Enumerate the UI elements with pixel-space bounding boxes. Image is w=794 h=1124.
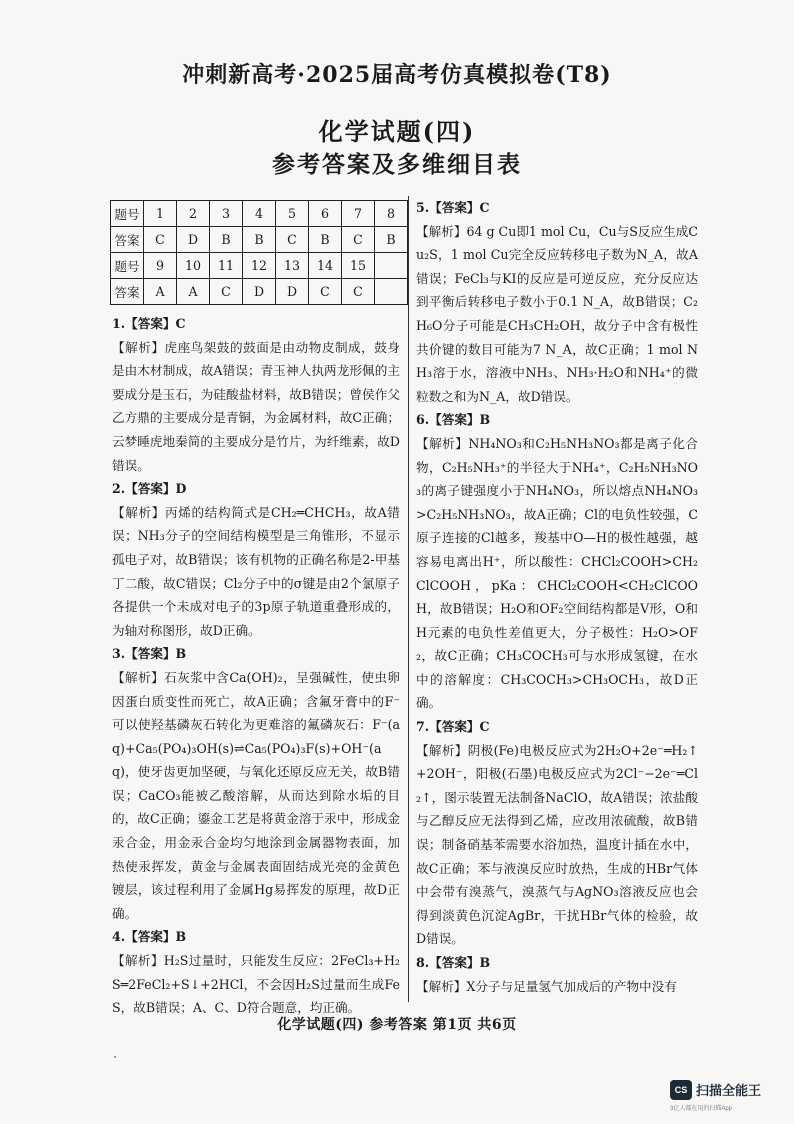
table-row (111, 201, 408, 227)
table-cell: C (342, 279, 375, 305)
table-cell: D (243, 279, 276, 305)
row-label: 答案 (111, 227, 144, 253)
table-cell: C (276, 227, 309, 253)
table-cell: 5 (276, 201, 309, 227)
table-cell: 15 (342, 253, 375, 279)
answer-label: 3.【答案】B (112, 646, 187, 662)
explanation: 【解析】丙烯的结构简式是CH₂═CHCH₃，故A错误；NH₃分子的空间结构模型是三角锥形，不显示孤电子对，故B错误；该有机物的正确名称是2-甲基丁二酸，故C错误；Cl₂分子中的σ键是由2个氯原子各提供一个未成对电子的3p原子轨道重叠形成的，为轴对称图形，故D正确。 (112, 504, 400, 638)
table-cell: 1 (144, 201, 177, 227)
table-cell: 8 (375, 201, 408, 227)
watermark-name: 扫描全能王 (696, 1083, 762, 1098)
table-cell: D (177, 227, 210, 253)
row-label: 题号 (111, 253, 144, 279)
answer-label: 5.【答案】C (416, 200, 490, 215)
table-cell: 7 (342, 201, 375, 227)
explanation: 【解析】X分子与足量氢气加成后的产物中没有 (416, 978, 677, 994)
answer-label: 4.【答案】B (112, 929, 187, 945)
table-cell: B (309, 227, 342, 253)
table-cell: C (309, 279, 342, 305)
answer-table (110, 200, 408, 305)
scan-speck (114, 1056, 116, 1058)
subject-title: 化学试题(四) (318, 117, 476, 146)
table-cell: D (276, 279, 309, 305)
table-cell: 10 (177, 253, 210, 279)
answer-label: 6.【答案】B (416, 412, 491, 428)
row-label: 答案 (111, 279, 144, 305)
question-7 (416, 715, 698, 951)
exam-series-title: 冲刺新高考·2025届高考仿真模拟卷(T8) (182, 62, 612, 88)
question-4 (112, 925, 400, 1019)
question-6 (416, 408, 698, 715)
explanation: 【解析】石灰浆中含Ca(OH)₂，呈强碱性，使虫卵因蛋白质变性而死亡，故A正确；含氟牙膏中的F⁻可以使羟基磷灰石转化为更难溶的氟磷灰石：F⁻(aq)+Ca₅(PO₄)₃OH(s)⇌Ca₅(PO₄)₃F(s)+OH⁻(aq)，使牙齿更加坚硬，与氧化还原反应无关，故B错误；CaCO₃能被乙酸溶解，从而达到除水垢的目的，故C正确；鎏金工艺是将黄金溶于汞中，形成金汞合金，用金汞合金均匀地涂到金属器物表面，加热使汞挥发，黄金与金属表面固结成光亮的金黄色镀层，该过程利用了金属Hg易挥发的原理，故D正确。 (112, 669, 400, 921)
table-cell: B (210, 227, 243, 253)
answer-label: 1.【答案】C (112, 316, 186, 331)
table-cell (375, 253, 408, 279)
table-cell: 4 (243, 201, 276, 227)
question-2 (112, 477, 400, 642)
watermark-tagline: 3亿人都在用的扫描App (670, 1106, 733, 1112)
explanation: 【解析】H₂S过量时，只能发生反应：2FeCl₃+H₂S═2FeCl₂+S↓+2HCl，不会因H₂S过量而生成FeS，故B错误；A、C、D符合题意，均正确。 (112, 953, 400, 1016)
answer-label: 8.【答案】B (416, 955, 491, 970)
page-footer: 化学试题(四) 参考答案 第1页 共6页 (277, 1017, 517, 1033)
table-cell: 14 (309, 253, 342, 279)
table-cell: B (243, 227, 276, 253)
explanation: 【解析】虎座鸟架鼓的鼓面是由动物皮制成，鼓身是由木材制成，故A错误；青玉神人执两龙形佩的主要成分是玉石，为硅酸盐材料，故B错误；曾侯作父乙方鼎的主要成分是青铜，为金属材料，故C正确；云梦睡虎地秦简的主要成分是竹片，为纤维素，故D错误。 (112, 339, 400, 473)
cs-logo-icon: CS (670, 1080, 692, 1100)
right-column (416, 196, 698, 998)
question-5 (416, 196, 698, 408)
table-cell (375, 279, 408, 305)
answer-label: 7.【答案】C (416, 719, 490, 735)
table-cell: 11 (210, 253, 243, 279)
row-label: 题号 (111, 201, 144, 227)
scanner-watermark (670, 1078, 782, 1114)
table-cell: A (177, 279, 210, 305)
table-cell: 6 (309, 201, 342, 227)
table-cell: C (210, 279, 243, 305)
table-cell: 9 (144, 253, 177, 279)
table-row (111, 227, 408, 253)
table-cell: 12 (243, 253, 276, 279)
question-1 (112, 312, 400, 477)
question-8 (416, 951, 698, 998)
table-cell: 13 (276, 253, 309, 279)
table-cell: 2 (177, 201, 210, 227)
column-divider (408, 196, 409, 1002)
table-cell: C (144, 227, 177, 253)
explanation: 【解析】64 g Cu即1 mol Cu，Cu与S反应生成Cu₂S，1 mol Cu完全反应转移电子数为N_A，故A错误；FeCl₃与KI的反应是可逆反应，充分反应达到平衡后转移电子数小于0.1 N_A，故B错误；C₂H₆O分子可能是CH₃CH₂OH，故分子中含有极性共价键的数目可能为7 N_A，故C正确；1 mol NH₃溶于水，溶液中NH₃、NH₃·H₂O和NH₄⁺的微粒数之和为N_A，故D错误。 (416, 223, 698, 404)
document-subtitle: 参考答案及多维细目表 (272, 151, 522, 178)
table-row (111, 253, 408, 279)
question-3 (112, 642, 400, 925)
left-column (112, 312, 400, 1020)
explanation: 【解析】阴极(Fe)电极反应式为2H₂O+2e⁻═H₂↑+2OH⁻，阳极(石墨)电极反应式为2Cl⁻−2e⁻═Cl₂↑，图示装置无法制备NaClO，故A错误；浓盐酸与乙醇反应无法得到乙烯，应改用浓硫酸，故B错误；制备硝基苯需要水浴加热，温度计插在水中，故C正确；苯与液溴反应时放热，生成的HBr气体中会带有溴蒸气，溴蒸气与AgNO₃溶液反应也会得到淡黄色沉淀AgBr，干扰HBr气体的检验，故D错误。 (416, 742, 698, 947)
answer-label: 2.【答案】D (112, 481, 187, 497)
table-cell: B (375, 227, 408, 253)
table-cell: C (342, 227, 375, 253)
table-cell: 3 (210, 201, 243, 227)
table-row (111, 279, 408, 305)
table-cell: A (144, 279, 177, 305)
explanation: 【解析】NH₄NO₃和C₂H₅NH₃NO₃都是离子化合物，C₂H₅NH₃⁺的半径大于NH₄⁺，C₂H₅NH₃NO₃的离子键强度小于NH₄NO₃，所以熔点NH₄NO₃>C₂H₅NH₃NO₃，故A正确；Cl的电负性较强，C原子连接的Cl越多，羧基中O—H的极性越强，越容易电离出H⁺，所以酸性：CHCl₂COOH>CH₂ClCOOH，pKa：CHCl₂COOH<CH₂ClCOOH，故B错误；H₂O和OF₂空间结构都是V形，O和H元素的电负性差值更大，分子极性：H₂O>OF₂，故C正确；CH₃COCH₃可与水形成氢键，在水中的溶解度：CH₃COCH₃>CH₃OCH₃，故D正确。 (416, 435, 698, 711)
